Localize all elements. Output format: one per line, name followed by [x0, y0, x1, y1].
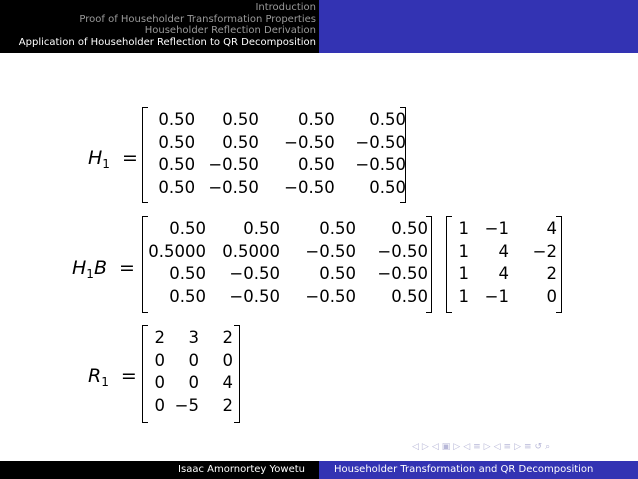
- matrix-row: [147, 395, 233, 418]
- matrix-cell: 0.5000: [222, 241, 280, 261]
- matrix-cell: −0.50: [229, 264, 280, 283]
- matrix-cell: −2: [532, 241, 557, 261]
- matrix-cell: 0.50: [391, 286, 428, 306]
- matrix-cell: 0.50: [369, 110, 406, 129]
- nav-section-derivation[interactable]: Householder Reflection Derivation: [144, 25, 316, 36]
- matrix-cell: −0.50: [355, 155, 406, 174]
- h1-equals: =: [121, 147, 138, 169]
- frame-prev-icon[interactable]: ◁: [431, 442, 439, 452]
- matrix-cell: 4: [546, 219, 557, 238]
- section-icon[interactable]: ≡: [503, 442, 512, 452]
- r1-label-var: R: [88, 365, 102, 387]
- matrix-cell: 0: [546, 286, 557, 306]
- matrix-cell: 0.50: [158, 110, 196, 129]
- matrix-cell: 0.50: [319, 264, 356, 283]
- r1-label-sub: 1: [101, 375, 109, 389]
- matrix-cell: 3: [188, 328, 199, 347]
- matrix-cell: 0: [154, 350, 165, 370]
- matrix-cell: 0.50: [319, 219, 356, 238]
- matrix-cell: 4: [498, 264, 509, 283]
- matrix-cell: −0.50: [355, 132, 406, 152]
- matrix-row: [451, 286, 557, 309]
- matrix-cell: −0.50: [305, 286, 356, 306]
- matrix-row: [147, 350, 233, 373]
- matrix-cell: 0: [154, 395, 165, 415]
- footer-bar: [0, 461, 638, 479]
- matrix-row: [451, 263, 557, 286]
- beamer-nav-symbols: [412, 442, 553, 454]
- h1b-label-var2: B: [93, 257, 107, 279]
- matrix-row: [451, 241, 557, 264]
- footer-author-panel: [0, 461, 319, 479]
- h1-matrix: [142, 107, 406, 203]
- matrix-cell: 0: [222, 350, 233, 370]
- matrix-cell: −0.50: [208, 177, 259, 197]
- matrix-cell: 0.50: [369, 177, 406, 197]
- h1b-right-matrix: [446, 216, 562, 313]
- matrix-cell: 2: [154, 328, 165, 347]
- matrix-cell: 1: [458, 286, 469, 306]
- h1-label-sub: 1: [102, 157, 110, 171]
- nav-section-proof[interactable]: Proof of Householder Transformation Properties: [79, 13, 316, 25]
- section-nav-list: [19, 2, 316, 48]
- matrix-cell: 0.50: [158, 155, 196, 174]
- footer-title: Householder Transformation and QR Decomposition: [334, 464, 594, 475]
- matrix-cell: 0.50: [169, 286, 206, 306]
- document-icon[interactable]: ≡: [523, 442, 532, 452]
- r1-matrix: [142, 325, 240, 423]
- h1b-equals: =: [119, 257, 135, 279]
- h1-label: [88, 147, 138, 171]
- matrix-body: [148, 218, 428, 308]
- matrix-cell: −0.50: [229, 286, 280, 306]
- h1b-label-sub: 1: [86, 267, 94, 281]
- matrix-cell: 0.50: [158, 177, 196, 197]
- matrix-cell: 4: [222, 373, 233, 392]
- matrix-row: [148, 241, 428, 264]
- matrix-body: [148, 109, 406, 199]
- matrix-cell: −0.50: [284, 177, 335, 197]
- matrix-cell: 0.50: [222, 132, 259, 152]
- matrix-row: [148, 109, 406, 132]
- matrix-cell: 0: [188, 373, 199, 392]
- matrix-cell: 1: [458, 264, 469, 283]
- matrix-cell: −0.50: [208, 155, 259, 174]
- matrix-cell: 1: [458, 241, 469, 261]
- matrix-cell: 2: [222, 395, 233, 415]
- section-next-icon[interactable]: ▷: [514, 442, 521, 452]
- matrix-cell: 2: [546, 264, 557, 283]
- r1-label: [88, 365, 137, 389]
- matrix-cell: 0.50: [243, 219, 280, 238]
- slide-first-icon[interactable]: ◁: [412, 442, 419, 452]
- matrix-cell: 0.50: [222, 110, 259, 129]
- matrix-cell: −1: [484, 219, 509, 238]
- matrix-row: [147, 327, 233, 350]
- matrix-bracket-right: [234, 325, 240, 423]
- h1b-left-matrix: [142, 216, 432, 313]
- matrix-cell: 0.50: [391, 219, 428, 238]
- search-back-icon[interactable]: ↺: [534, 442, 543, 452]
- matrix-cell: 0.50: [169, 219, 206, 238]
- r1-equals: =: [120, 365, 137, 387]
- matrix-cell: 4: [498, 241, 509, 261]
- slide-last-icon[interactable]: ▷: [421, 442, 429, 452]
- nav-section-application[interactable]: Application of Householder Reflection to QR Decomposition: [18, 36, 316, 48]
- frame-next-icon[interactable]: ▷: [453, 442, 461, 452]
- matrix-cell: 0.5000: [148, 241, 206, 261]
- matrix-cell: −1: [484, 286, 509, 306]
- subsection-next-icon[interactable]: ▷: [483, 442, 491, 452]
- matrix-cell: −0.50: [377, 241, 428, 261]
- matrix-row: [148, 177, 406, 200]
- frame-icon[interactable]: ▣: [441, 442, 451, 452]
- matrix-cell: 0.50: [298, 110, 335, 129]
- section-nav-panel: [0, 0, 319, 53]
- matrix-body: [147, 327, 233, 417]
- matrix-cell: 0: [154, 373, 165, 392]
- matrix-cell: 2: [222, 328, 233, 347]
- matrix-cell: −0.50: [284, 132, 335, 152]
- matrix-cell: −5: [174, 395, 199, 415]
- search-icon[interactable]: ⌕: [545, 442, 551, 452]
- subsection-icon[interactable]: ≡: [473, 442, 481, 452]
- matrix-cell: 0.50: [169, 264, 206, 283]
- matrix-row: [148, 132, 406, 155]
- section-prev-icon[interactable]: ◁: [493, 442, 501, 452]
- matrix-body: [451, 218, 557, 308]
- h1-label-var: H: [88, 147, 103, 169]
- matrix-row: [148, 218, 428, 241]
- matrix-row: [148, 263, 428, 286]
- matrix-cell: 0: [188, 350, 199, 370]
- matrix-row: [451, 218, 557, 241]
- footer-title-panel: [319, 461, 638, 479]
- header-bar: [0, 0, 638, 53]
- matrix-row: [147, 372, 233, 395]
- h1b-label: [72, 257, 135, 281]
- footer-author: Isaac Amornortey Yowetu: [178, 464, 305, 475]
- matrix-cell: 1: [458, 219, 469, 238]
- subsection-prev-icon[interactable]: ◁: [463, 442, 471, 452]
- matrix-cell: 0.50: [298, 155, 335, 174]
- matrix-row: [148, 154, 406, 177]
- matrix-cell: −0.50: [305, 241, 356, 261]
- matrix-cell: −0.50: [377, 264, 428, 283]
- matrix-row: [148, 286, 428, 309]
- h1b-label-var: H: [72, 257, 87, 279]
- matrix-cell: 0.50: [158, 132, 196, 152]
- nav-section-introduction[interactable]: Introduction: [255, 2, 316, 13]
